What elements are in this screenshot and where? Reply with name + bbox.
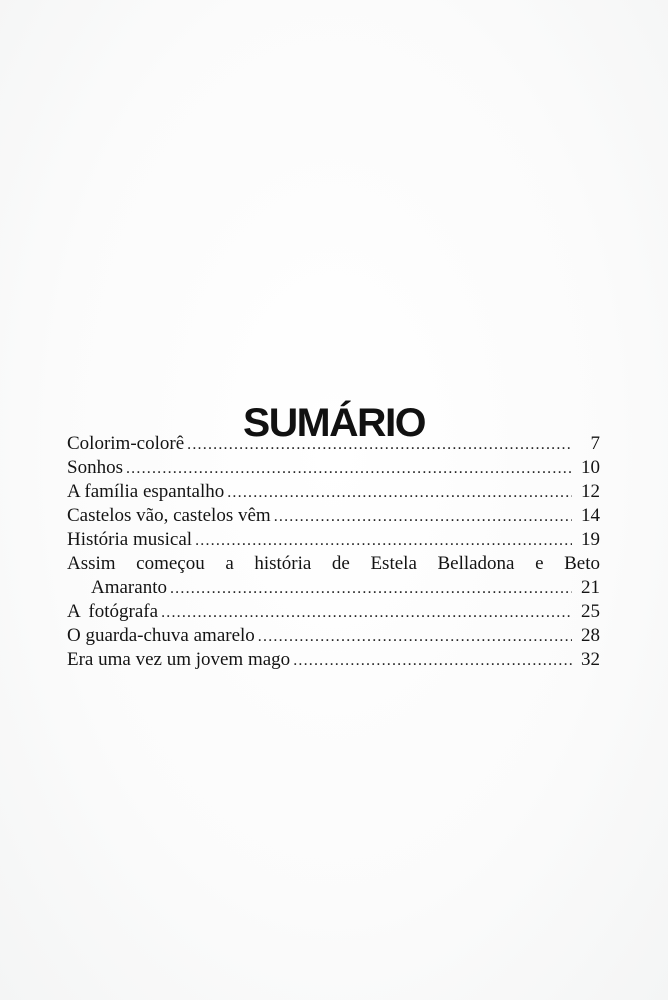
dot-leader (274, 505, 572, 529)
toc-entry (67, 456, 600, 480)
dot-leader (187, 433, 572, 457)
toc-entry-page: 28 (581, 625, 600, 646)
dot-leader (258, 625, 572, 649)
toc-entry-title: Colorim-colorê (67, 433, 185, 454)
toc-entry (67, 624, 600, 648)
toc-entry-title-continued: Amaranto (91, 577, 167, 598)
toc-entry-title: A fotógrafa (67, 601, 159, 622)
dot-leader (195, 529, 572, 553)
toc-entry-page: 19 (581, 529, 600, 550)
dot-leader (227, 481, 572, 505)
toc-entry (67, 432, 600, 456)
toc-entry-page: 14 (581, 505, 600, 526)
toc-entry (67, 504, 600, 528)
toc-entry-title: Era uma vez um jovem mago (67, 649, 291, 670)
toc-entry-page: 10 (581, 457, 600, 478)
toc-entry-page: 12 (581, 481, 600, 502)
toc-entry-title: O guarda-chuva amarelo (67, 625, 255, 646)
page-title: SUMÁRIO (243, 400, 425, 445)
toc-entry-line-2 (67, 576, 600, 600)
dot-leader (161, 601, 572, 625)
toc-entry-page: 25 (581, 601, 600, 622)
dot-leader (126, 457, 572, 481)
toc-entry-page: 7 (590, 433, 600, 454)
toc-entry (67, 600, 600, 624)
toc-entry-page: 21 (581, 577, 600, 598)
toc-entry (67, 648, 600, 672)
toc-entry-title: Assim começou a história de Estela Belladona e Beto (67, 553, 600, 574)
toc-entry-line-1 (67, 552, 600, 576)
toc-entry-page: 32 (581, 649, 600, 670)
toc-entry-title: A família espantalho (67, 481, 225, 502)
toc-entry (67, 480, 600, 504)
toc-entry-title: Sonhos (67, 457, 123, 478)
table-of-contents (67, 432, 600, 672)
dot-leader (170, 577, 572, 601)
toc-entry-title: História musical (67, 529, 193, 550)
dot-leader (293, 649, 572, 673)
toc-entry-title: Castelos vão, castelos vêm (67, 505, 271, 526)
toc-entry (67, 528, 600, 552)
